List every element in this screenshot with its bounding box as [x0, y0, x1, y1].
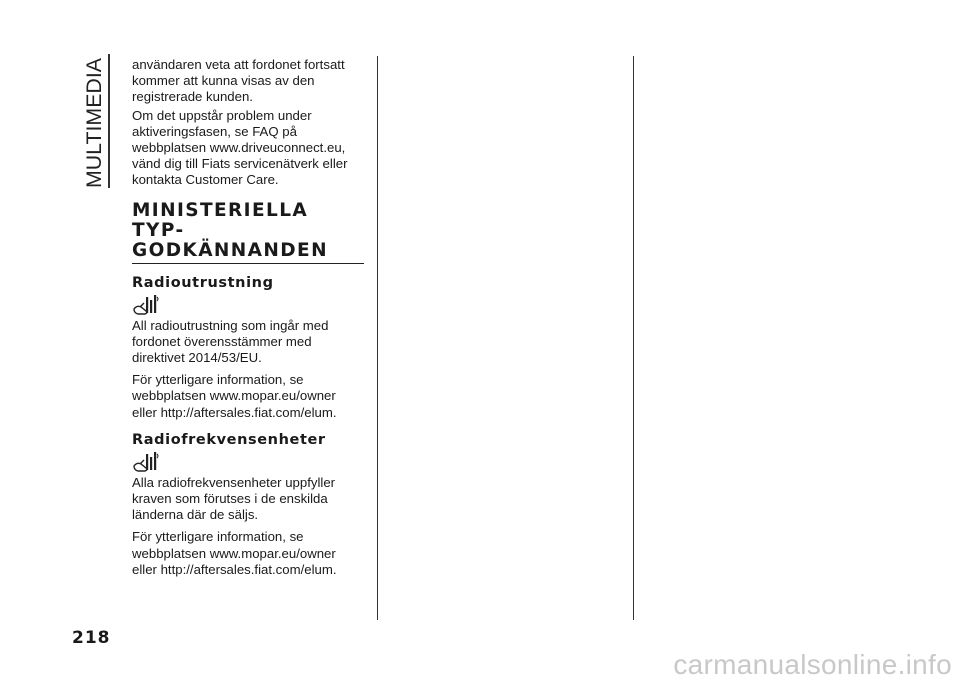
paragraph: Om det uppstår problem under aktiveringsfasen, se FAQ på webbplatsen www.driveuconnect.eu, vänd dig till Fiats servicenätverk eller kontakta Customer Care.	[132, 107, 348, 188]
radio-equipment-icon	[132, 451, 160, 473]
section-heading: Radioutrustning	[132, 274, 274, 291]
paragraph: All radioutrustning som ingår med fordonet överensstämmer med direktivet 2014/53/EU.	[132, 317, 329, 366]
paragraph: För ytterligare information, se webbplatsen www.mopar.eu/owner eller http://aftersales.fiat.com/elum.	[132, 529, 337, 577]
radio-equipment-icon	[132, 294, 160, 316]
column-divider	[377, 56, 378, 620]
paragraph: Alla radiofrekvensenheter uppfyller kraven som förutses i de enskilda länderna där de säljs.	[132, 474, 336, 523]
side-label-rule	[108, 54, 110, 188]
chapter-title-line: GODKÄNNANDEN	[132, 239, 328, 261]
paragraph: användaren veta att fordonet fortsatt kommer att kunna visas av den registrerade kunden.	[132, 57, 345, 105]
text-column	[132, 57, 364, 584]
watermark: carmanualsonline.info	[673, 649, 952, 680]
paragraph: För ytterligare information, se webbplatsen www.mopar.eu/owner eller http://aftersales.fiat.com/elum.	[132, 372, 337, 420]
column-divider	[633, 56, 634, 620]
page-number: 218	[72, 628, 111, 648]
chapter-title	[132, 201, 364, 264]
section-heading: Radiofrekvensenheter	[132, 431, 326, 448]
chapter-title-line: MINISTERIELLA	[132, 199, 309, 221]
section-side-label	[82, 56, 106, 188]
chapter-title-line: TYP-	[132, 219, 185, 241]
section-label-text: MULTIMEDIA	[82, 57, 106, 188]
